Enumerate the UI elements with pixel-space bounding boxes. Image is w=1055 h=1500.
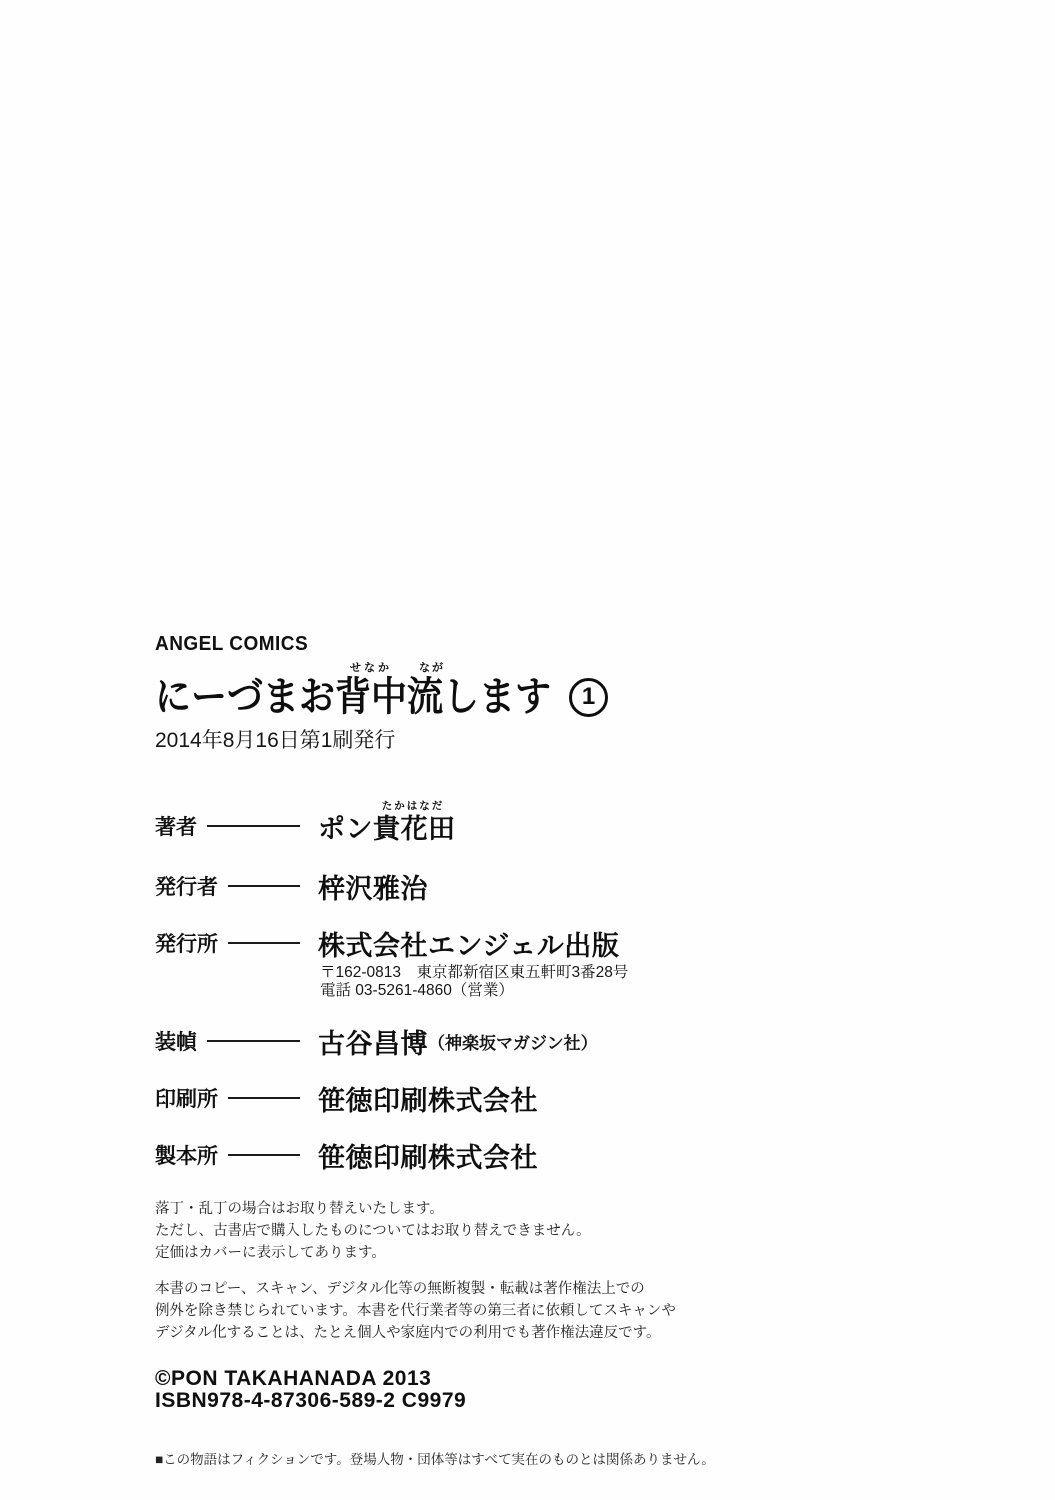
copyright-notice-line: デジタル化することは、たとえ個人や家庭内での利用でも著作権法違反です。: [155, 1324, 661, 1341]
designer-name: 古谷昌博: [318, 1028, 428, 1059]
book-title-row: [155, 674, 608, 720]
leader-line: [207, 1040, 300, 1043]
row-head: [155, 928, 318, 958]
publisher-phone: 電話 03-5261-4860（営業）: [320, 981, 514, 999]
print-date: 2014年8月16日第1刷発行: [155, 729, 396, 752]
row-label-author: 著者: [155, 816, 197, 839]
leader-line: [228, 1154, 300, 1157]
row-label-binder: 製本所: [155, 1145, 218, 1168]
row-head: [155, 811, 318, 841]
publisher-address-line1: 〒162-0813 東京都新宿区東五軒町3番28号: [320, 964, 629, 981]
imprint-brand: ANGEL COMICS: [155, 633, 309, 655]
colophon-row-design: [155, 1025, 895, 1057]
colophon-row-binder: [155, 1139, 895, 1171]
printer-name: 笹徳印刷株式会社: [318, 1085, 538, 1116]
credits-block: [155, 1368, 466, 1411]
author-furigana: たかはなだ: [381, 800, 445, 812]
copyright-notice-line: 本書のコピー、スキャン、デジタル化等の無断複製・転載は著作権法上での: [155, 1281, 645, 1297]
isbn-line: ISBN978-4-87306-589-2 C9979: [155, 1388, 467, 1412]
row-label-issuer: 発行者: [155, 876, 218, 899]
row-label-publisher: 発行所: [155, 933, 218, 956]
book-title: にーづまお背中流します: [155, 675, 551, 719]
row-head: [155, 1083, 318, 1113]
leader-line: [228, 942, 300, 945]
replacement-notice-line: ただし、古書店で購入したものについてはお取り替えできません。: [155, 1222, 591, 1239]
row-label-printer: 印刷所: [155, 1088, 218, 1111]
designer-affiliation: （神楽坂マガジン社）: [428, 1033, 598, 1053]
publisher-address: [320, 964, 628, 999]
row-head: [155, 1026, 318, 1056]
copyright-notice-line: 例外を除き禁じられています。本書を代行業者等の第三者に依頼してスキャンや: [155, 1302, 676, 1319]
colophon-row-printer: [155, 1082, 895, 1114]
row-head: [155, 1140, 318, 1170]
author-name-pre: ポン: [318, 813, 373, 844]
fiction-disclaimer: ■この物語はフィクションです。登場人物・団体等はすべて実在のものとは関係ありません。: [155, 1452, 715, 1467]
colophon-row-author: [155, 810, 895, 842]
colophon-row-publisher: [155, 927, 895, 959]
publisher-name: 株式会社エンジェル出版: [318, 930, 620, 961]
volume-badge: 1: [569, 678, 608, 717]
binder-name: 笹徳印刷株式会社: [318, 1142, 538, 1173]
replacement-notice-line: 定価はカバーに表示してあります。: [155, 1244, 386, 1261]
author-name-ruby-base: 貴花田: [373, 813, 456, 844]
colophon-row-issuer: [155, 870, 895, 902]
title-furigana-senaka: せなか: [350, 662, 392, 674]
author-name: [318, 807, 456, 846]
replacement-notice: [155, 1199, 591, 1264]
title-furigana-naga: なが: [419, 662, 445, 674]
leader-line: [228, 1097, 300, 1100]
copyright-line: ©PON TAKAHANADA 2013: [155, 1367, 432, 1390]
copyright-notice: [155, 1279, 676, 1344]
issuer-name: 梓沢雅治: [318, 873, 428, 904]
leader-line: [207, 825, 300, 828]
leader-line: [228, 885, 300, 888]
row-label-design: 装幀: [155, 1031, 197, 1054]
row-head: [155, 871, 318, 901]
replacement-notice-line: 落丁・乱丁の場合はお取り替えいたします。: [155, 1201, 444, 1217]
